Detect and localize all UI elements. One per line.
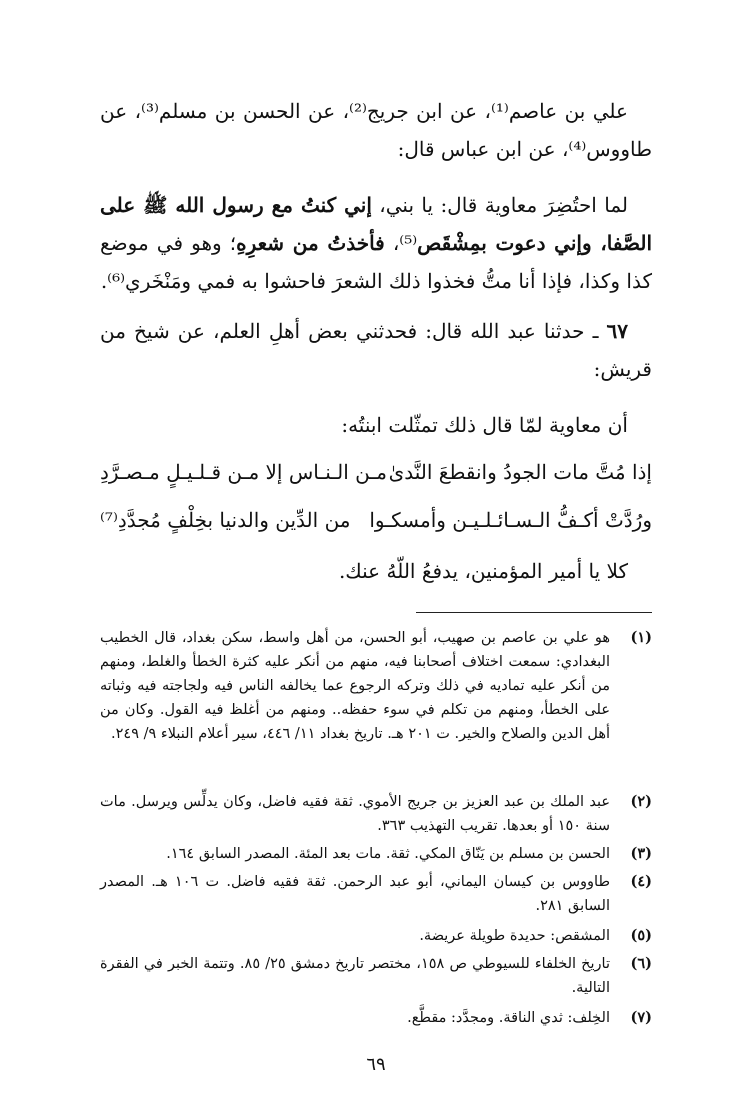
footnote-text: تاريخ الخلفاء للسيوطي ص ١٥٨، مختصر تاريخ دمشق ٢٥/ ٨٥. وتتمة الخبر في الفقرة التالية. [100, 956, 610, 996]
isnad-text: علي بن عاصم⁽¹⁾، عن ابن جريج⁽²⁾، عن الحسن بن مسلم⁽³⁾، عن طاووس⁽⁴⁾، عن ابن عباس قال: [100, 99, 652, 161]
hadith-67-text: ـ حدثنا عبد الله قال: فحدثني بعض أهلِ العلم، عن شيخ من قريش: [100, 319, 652, 381]
footnote-number: (٢) [630, 793, 652, 810]
footnote-number: (٦) [630, 955, 652, 972]
closing-text: كلا يا أمير المؤمنين، يدفعُ اللّهُ عنك. [338, 559, 628, 583]
verse-1-second-hemistich: مـن الـنـاس إلا مـن قـلـيـلٍ مـصـرَّدِ [100, 460, 387, 484]
footnote-number: (٤) [630, 873, 652, 890]
narration-bold-1: إني كنتُ مع رسول الله ﷺ على الصَّفا، وإني دعوت بمِشْقَص [100, 193, 652, 255]
footnote-number: (٣) [630, 845, 652, 862]
footnote-text: الخِلف: ثدي الناقة. ومجدَّد: مقطَّع. [407, 1010, 610, 1026]
narration-bold-2: فأخذتُ من شعرِهِ [236, 231, 385, 255]
daughter-intro: أن معاوية لمّا قال ذلك تمثّلت ابنتُه: [341, 413, 628, 437]
verse-1-first-hemistich: إذا مُتَّ مات الجودُ وانقطعَ النَّدىٰ [388, 460, 652, 484]
footnote-number: (٥) [630, 927, 652, 944]
verse-2-first-hemistich: ورُدَّتْ أكـفُّ الـسـائـلـيـن وأمسكـوا [369, 508, 652, 532]
footnote-text: عبد الملك بن عبد العزيز بن جريج الأموي. ثقة فقيه فاضل، وكان يدلِّس ويرسل. مات سنة ١٥٠ أو بعدها. تقريب التهذيب ٣٦٣. [100, 794, 610, 834]
narration-intro: لما احتُضِرَ معاوية قال: يا بني، [371, 193, 628, 217]
footnote-ref-5: ⁽⁵⁾، [384, 231, 418, 255]
footnote-text: الحسن بن مسلم بن يَنّاق المكي. ثقة. مات بعد المئة. المصدر السابق ١٦٤. [166, 846, 610, 862]
footnote-divider [416, 612, 652, 613]
narration-rest: ؛ وهو في موضع كذا وكذا، فإذا أنا متُّ فخذوا ذلك الشعرَ فاحشوا به فمي ومَنْخَري⁽⁶⁾. [100, 231, 652, 293]
footnote-text: طاووس بن كيسان اليماني، أبو عبد الرحمن. ثقة فقيه فاضل. ت ١٠٦ هـ. المصدر السابق ٢٨١. [100, 874, 610, 914]
verse-2-second-hemistich: من الدِّين والدنيا بخِلْفٍ مُجدَّدِ⁽⁷⁾ [100, 508, 351, 532]
paragraph-closing [100, 552, 652, 590]
paragraph-muawiya [100, 186, 652, 300]
footnote-number: (١) [630, 629, 652, 646]
paragraph-isnad [100, 92, 652, 168]
footnote-text: هو علي بن عاصم بن صهيب، أبو الحسن، من أهل واسط، سكن بغداد، قال الخطيب البغدادي: سمعت اختلاف أصحابنا فيه، منهم من أنكر عليه كثرة الخطأ والغلط، ومنهم من أنكر عليه تماديه في ذلك وتركه الرجوع عما يخالفه الناس فيه ولجاجته فيه وثباته على الخطأ، ومنهم من تكلم في سوء حفظه.. ومنهم من أغلظ فيه القول. وكان من أهل الدين والصلاح والخير. ت ٢٠١ هـ. تاريخ بغداد ١١/ ٤٤٦، سير أعلام النبلاء ٩/ ٢٤٩. [100, 630, 610, 742]
footnote-text: المشقص: حديدة طويلة عريضة. [419, 928, 610, 944]
paragraph-daughter [100, 406, 652, 444]
page-number: ٦٩ [366, 1054, 386, 1075]
hadith-number: ٦٧ [606, 319, 628, 343]
footnote-number: (٧) [630, 1009, 652, 1026]
paragraph-67 [100, 312, 652, 388]
